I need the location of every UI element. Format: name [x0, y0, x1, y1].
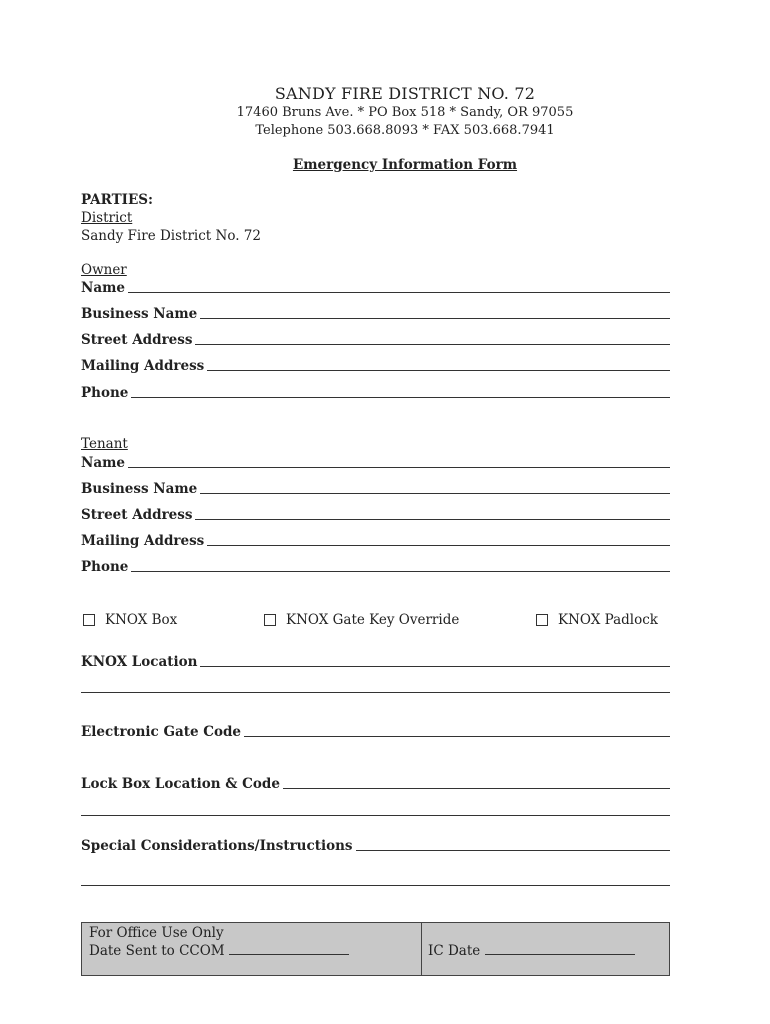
knox-padlock-checkbox[interactable] — [536, 614, 548, 626]
district-value: Sandy Fire District No. 72 — [81, 228, 261, 244]
owner-phone-label: Phone — [81, 385, 129, 401]
date-sent-label: Date Sent to CCOM — [89, 943, 225, 959]
date-sent-row — [89, 942, 349, 959]
lock-box-label: Lock Box Location & Code — [81, 776, 280, 792]
knox-gate-key-override-label: KNOX Gate Key Override — [286, 612, 460, 628]
knox-padlock-option[interactable] — [536, 612, 658, 628]
tenant-mailing-address-line[interactable] — [207, 545, 670, 546]
office-divider — [421, 923, 422, 975]
knox-location-line[interactable] — [200, 666, 670, 667]
knox-padlock-label: KNOX Padlock — [558, 612, 658, 628]
owner-name-field[interactable] — [81, 278, 670, 296]
owner-phone-field[interactable] — [81, 383, 670, 401]
tenant-name-label: Name — [81, 455, 125, 471]
lock-box-line[interactable] — [283, 788, 670, 789]
tenant-street-address-field[interactable] — [81, 505, 670, 523]
tenant-mailing-address-label: Mailing Address — [81, 533, 205, 549]
special-considerations-line[interactable] — [356, 850, 671, 851]
knox-box-checkbox[interactable] — [83, 614, 95, 626]
district-address: 17460 Bruns Ave. * PO Box 518 * Sandy, OR 97055 — [236, 105, 574, 120]
tenant-business-name-line[interactable] — [200, 493, 670, 494]
ic-date-row — [428, 942, 635, 959]
tenant-mailing-address-field[interactable] — [81, 531, 670, 549]
form-title: Emergency Information Form — [292, 157, 518, 173]
knox-box-option[interactable] — [83, 612, 177, 628]
knox-location-label: KNOX Location — [81, 654, 198, 670]
knox-location-line-2[interactable] — [81, 692, 670, 693]
district-label: District — [81, 210, 133, 226]
tenant-phone-label: Phone — [81, 559, 129, 575]
owner-mailing-address-line[interactable] — [207, 370, 670, 371]
electronic-gate-code-field[interactable] — [81, 722, 670, 740]
tenant-phone-line[interactable] — [131, 571, 670, 572]
parties-heading: PARTIES: — [81, 192, 154, 208]
owner-mailing-address-label: Mailing Address — [81, 358, 205, 374]
owner-name-line[interactable] — [128, 292, 670, 293]
office-heading: For Office Use Only — [89, 925, 224, 941]
owner-mailing-address-field[interactable] — [81, 356, 670, 374]
special-considerations-line-2[interactable] — [81, 885, 670, 886]
owner-heading: Owner — [81, 262, 127, 278]
special-considerations-label: Special Considerations/Instructions — [81, 838, 353, 854]
tenant-business-name-label: Business Name — [81, 481, 198, 497]
ic-date-line[interactable] — [485, 942, 635, 955]
lock-box-field[interactable] — [81, 774, 670, 792]
owner-business-name-label: Business Name — [81, 306, 198, 322]
knox-gate-key-override-checkbox[interactable] — [264, 614, 276, 626]
knox-location-field[interactable] — [81, 652, 670, 670]
knox-box-label: KNOX Box — [105, 612, 178, 628]
special-considerations-field[interactable] — [81, 836, 670, 854]
tenant-name-field[interactable] — [81, 453, 670, 471]
electronic-gate-code-label: Electronic Gate Code — [81, 724, 242, 740]
owner-street-address-label: Street Address — [81, 332, 193, 348]
owner-business-name-field[interactable] — [81, 304, 670, 322]
date-sent-line[interactable] — [229, 942, 349, 955]
knox-gate-key-override-option[interactable] — [264, 612, 459, 628]
tenant-name-line[interactable] — [128, 467, 670, 468]
electronic-gate-code-line[interactable] — [244, 736, 670, 737]
owner-name-label: Name — [81, 280, 125, 296]
district-telephone: Telephone 503.668.8093 * FAX 503.668.7941 — [255, 123, 555, 138]
tenant-phone-field[interactable] — [81, 557, 670, 575]
owner-street-address-line[interactable] — [195, 344, 670, 345]
tenant-street-address-line[interactable] — [195, 519, 670, 520]
owner-phone-line[interactable] — [131, 397, 670, 398]
office-use-box — [81, 922, 670, 976]
tenant-street-address-label: Street Address — [81, 507, 193, 523]
owner-business-name-line[interactable] — [200, 318, 670, 319]
ic-date-label: IC Date — [428, 943, 481, 959]
owner-street-address-field[interactable] — [81, 330, 670, 348]
tenant-business-name-field[interactable] — [81, 479, 670, 497]
tenant-heading: Tenant — [81, 436, 128, 452]
lock-box-line-2[interactable] — [81, 815, 670, 816]
district-title: SANDY FIRE DISTRICT NO. 72 — [274, 84, 536, 103]
